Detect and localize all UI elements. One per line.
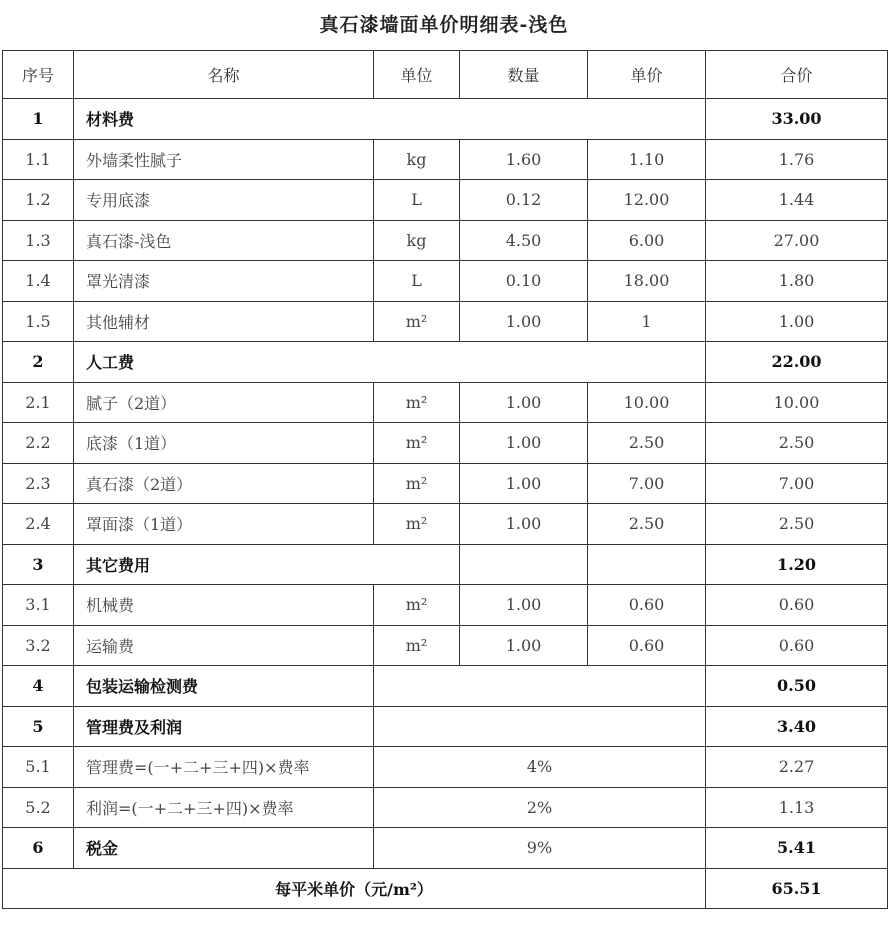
cell-price: 12.00 xyxy=(588,180,706,221)
table-row xyxy=(3,99,888,140)
cell-no: 3.2 xyxy=(3,625,74,666)
cell-total: 7.00 xyxy=(706,463,888,504)
cell-unit: m² xyxy=(374,585,460,626)
cell-total: 1.44 xyxy=(706,180,888,221)
cell-unit: m² xyxy=(374,625,460,666)
cell-total: 27.00 xyxy=(706,220,888,261)
cell-name: 底漆（1道） xyxy=(74,423,374,464)
cell-price: 1 xyxy=(588,301,706,342)
cell-rate xyxy=(374,706,706,747)
cell-total: 2.27 xyxy=(706,747,888,788)
cell-qty: 4.50 xyxy=(460,220,588,261)
cell-name: 真石漆-浅色 xyxy=(74,220,374,261)
cell-no: 3 xyxy=(3,544,74,585)
cell-name: 运输费 xyxy=(74,625,374,666)
table-row xyxy=(3,787,888,828)
cell-unit: m² xyxy=(374,423,460,464)
table-row xyxy=(3,261,888,302)
cell-no: 2.2 xyxy=(3,423,74,464)
cell-total: 33.00 xyxy=(706,99,888,140)
cell-unit: m² xyxy=(374,463,460,504)
cell-qty: 1.00 xyxy=(460,463,588,504)
cell-name: 外墙柔性腻子 xyxy=(74,139,374,180)
cell-qty xyxy=(460,544,588,585)
cell-rate: 4% xyxy=(374,747,706,788)
cell-total: 1.13 xyxy=(706,787,888,828)
table-row xyxy=(3,463,888,504)
cell-unit: L xyxy=(374,180,460,221)
header-price: 单价 xyxy=(588,51,706,99)
header-no: 序号 xyxy=(3,51,74,99)
cell-price: 10.00 xyxy=(588,382,706,423)
table-row xyxy=(3,139,888,180)
cell-name: 税金 xyxy=(74,828,374,869)
cell-name: 包装运输检测费 xyxy=(74,666,374,707)
cell-total: 1.76 xyxy=(706,139,888,180)
cell-name: 管理费及利润 xyxy=(74,706,374,747)
table-row xyxy=(3,828,888,869)
cell-qty: 1.00 xyxy=(460,585,588,626)
cell-name: 罩光清漆 xyxy=(74,261,374,302)
cell-no: 1.5 xyxy=(3,301,74,342)
cell-name: 专用底漆 xyxy=(74,180,374,221)
cell-no: 5.2 xyxy=(3,787,74,828)
table-row xyxy=(3,544,888,585)
cell-qty: 1.60 xyxy=(460,139,588,180)
cell-total: 10.00 xyxy=(706,382,888,423)
grand-total-label: 每平米单价（元/m²） xyxy=(3,868,706,909)
header-total: 合价 xyxy=(706,51,888,99)
grand-total-row xyxy=(3,868,888,909)
table-row xyxy=(3,504,888,545)
cell-unit: m² xyxy=(374,382,460,423)
cell-no: 1.4 xyxy=(3,261,74,302)
table-row xyxy=(3,342,888,383)
cell-price: 2.50 xyxy=(588,504,706,545)
cell-name: 腻子（2道） xyxy=(74,382,374,423)
cell-rate: 9% xyxy=(374,828,706,869)
cell-no: 1.2 xyxy=(3,180,74,221)
cell-name: 真石漆（2道） xyxy=(74,463,374,504)
cell-no: 1.3 xyxy=(3,220,74,261)
cell-total: 0.60 xyxy=(706,585,888,626)
header-name: 名称 xyxy=(74,51,374,99)
cell-total: 22.00 xyxy=(706,342,888,383)
cell-total: 5.41 xyxy=(706,828,888,869)
cell-name: 其他辅材 xyxy=(74,301,374,342)
cell-total: 0.50 xyxy=(706,666,888,707)
cell-price: 0.60 xyxy=(588,585,706,626)
cell-rate xyxy=(374,666,706,707)
cell-no: 4 xyxy=(3,666,74,707)
cell-no: 2.1 xyxy=(3,382,74,423)
header-qty: 数量 xyxy=(460,51,588,99)
cell-price: 2.50 xyxy=(588,423,706,464)
cell-total: 1.80 xyxy=(706,261,888,302)
cell-total: 1.20 xyxy=(706,544,888,585)
grand-total-value: 65.51 xyxy=(706,868,888,909)
price-detail-table xyxy=(2,50,888,909)
cell-no: 2.3 xyxy=(3,463,74,504)
cell-name: 利润=(一+二+三+四)×费率 xyxy=(74,787,374,828)
cell-qty: 1.00 xyxy=(460,382,588,423)
table-row xyxy=(3,180,888,221)
cell-no: 1.1 xyxy=(3,139,74,180)
cell-no: 6 xyxy=(3,828,74,869)
table-row xyxy=(3,301,888,342)
page-title: 真石漆墙面单价明细表-浅色 xyxy=(319,14,569,36)
cell-name: 罩面漆（1道） xyxy=(74,504,374,545)
table-row xyxy=(3,382,888,423)
cell-unit: L xyxy=(374,261,460,302)
cell-qty: 1.00 xyxy=(460,301,588,342)
cell-no: 5 xyxy=(3,706,74,747)
cell-price: 7.00 xyxy=(588,463,706,504)
cell-price: 0.60 xyxy=(588,625,706,666)
cell-price: 6.00 xyxy=(588,220,706,261)
cell-price: 18.00 xyxy=(588,261,706,302)
cell-name: 管理费=(一+二+三+四)×费率 xyxy=(74,747,374,788)
cell-qty: 1.00 xyxy=(460,625,588,666)
cell-total: 2.50 xyxy=(706,504,888,545)
cell-total: 2.50 xyxy=(706,423,888,464)
cell-price: 1.10 xyxy=(588,139,706,180)
cell-unit: m² xyxy=(374,504,460,545)
cell-price xyxy=(588,544,706,585)
cell-name: 人工费 xyxy=(74,342,706,383)
cell-name: 材料费 xyxy=(74,99,706,140)
cell-unit: m² xyxy=(374,301,460,342)
cell-no: 5.1 xyxy=(3,747,74,788)
cell-qty: 1.00 xyxy=(460,504,588,545)
cell-unit: kg xyxy=(374,220,460,261)
cell-total: 1.00 xyxy=(706,301,888,342)
table-row xyxy=(3,625,888,666)
table-row xyxy=(3,666,888,707)
cell-qty: 0.10 xyxy=(460,261,588,302)
table-row xyxy=(3,585,888,626)
table-row xyxy=(3,423,888,464)
table-row xyxy=(3,747,888,788)
cell-total: 0.60 xyxy=(706,625,888,666)
cell-no: 2.4 xyxy=(3,504,74,545)
cell-total: 3.40 xyxy=(706,706,888,747)
cell-name: 机械费 xyxy=(74,585,374,626)
header-unit: 单位 xyxy=(374,51,460,99)
table-row xyxy=(3,706,888,747)
cell-no: 1 xyxy=(3,99,74,140)
cell-name: 其它费用 xyxy=(74,544,460,585)
cell-no: 2 xyxy=(3,342,74,383)
table-header-row xyxy=(3,51,888,99)
cell-rate: 2% xyxy=(374,787,706,828)
cell-qty: 1.00 xyxy=(460,423,588,464)
table-row xyxy=(3,220,888,261)
cell-no: 3.1 xyxy=(3,585,74,626)
cell-qty: 0.12 xyxy=(460,180,588,221)
cell-unit: kg xyxy=(374,139,460,180)
